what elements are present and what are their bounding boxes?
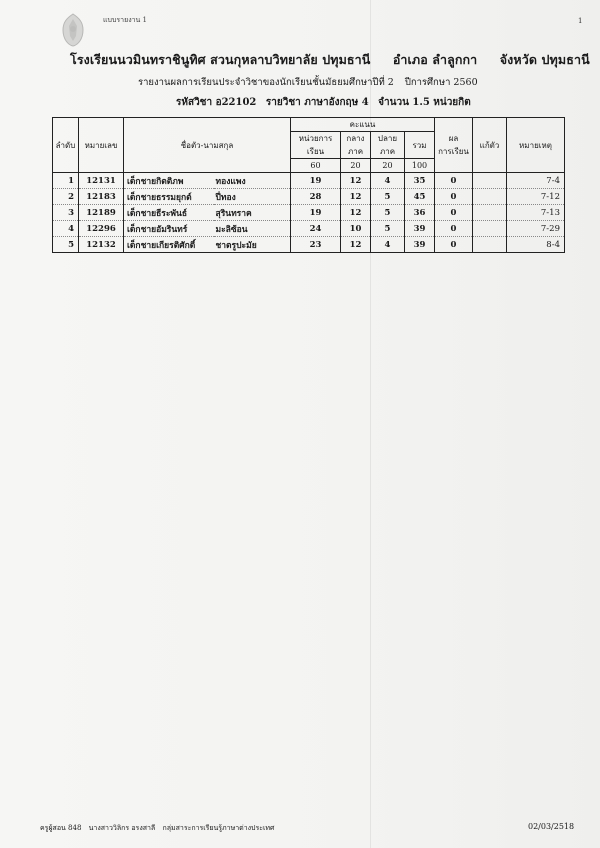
- cell-unit-score: 19: [291, 205, 341, 221]
- header-unit: หน่วยการเรียน: [291, 132, 341, 159]
- cell-final-score: 5: [371, 221, 405, 237]
- course-credits: จำนวน 1.5 หน่วยกิต: [378, 97, 471, 108]
- cell-grade: 0: [435, 221, 473, 237]
- cell-last-name: มะลิซ้อน: [214, 221, 291, 237]
- cell-student-id: 12132: [79, 237, 124, 253]
- cell-seq: 1: [53, 173, 79, 189]
- header-result-line2: การเรียน: [438, 147, 469, 156]
- header-student-id: หมายเลข: [79, 118, 124, 173]
- teacher-code: ครูผู้สอน 848: [40, 824, 82, 832]
- header-name: ชื่อตัว-นามสกุล: [124, 118, 291, 173]
- header-result-line1: ผล: [448, 134, 459, 143]
- header-score: คะแนน: [291, 118, 435, 132]
- cell-midterm-score: 10: [341, 221, 371, 237]
- cell-first-name: เด็กชายธรรมยุกต์: [124, 189, 214, 205]
- page-number: 1: [578, 17, 583, 25]
- course-name: รายวิชา ภาษาอังกฤษ 4: [265, 97, 369, 108]
- cell-remark: 7-12: [507, 189, 565, 205]
- cell-unit-score: 19: [291, 173, 341, 189]
- table-row: [53, 221, 565, 237]
- province: จังหวัด ปทุมธานี: [499, 52, 590, 67]
- academic-year: ปีการศึกษา 2560: [404, 77, 478, 88]
- header-result: [435, 118, 473, 173]
- cell-student-id: 12131: [79, 173, 124, 189]
- cell-grade: 0: [435, 237, 473, 253]
- cell-grade: 0: [435, 173, 473, 189]
- cell-last-name: ทองแพง: [214, 173, 291, 189]
- cell-correction: [473, 237, 507, 253]
- header-unit-max: 60: [291, 159, 341, 173]
- cell-correction: [473, 205, 507, 221]
- cell-seq: 5: [53, 237, 79, 253]
- cell-seq: 3: [53, 205, 79, 221]
- cell-final-score: 4: [371, 237, 405, 253]
- header-total: รวม: [405, 132, 435, 159]
- cell-first-name: เด็กชายเกียรติศักดิ์: [124, 237, 214, 253]
- department: กลุ่มสาระการเรียนรู้ภาษาต่างประเทศ: [162, 824, 275, 832]
- grades-table: [52, 117, 565, 253]
- cell-correction: [473, 189, 507, 205]
- cell-midterm-score: 12: [341, 189, 371, 205]
- cell-remark: 7-13: [507, 205, 565, 221]
- cell-last-name: สุรินทราค: [214, 205, 291, 221]
- table-row: [53, 173, 565, 189]
- course-line: [176, 95, 477, 110]
- cell-last-name: ชาตรูปะมัย: [214, 237, 291, 253]
- cell-total-score: 39: [405, 237, 435, 253]
- cell-grade: 0: [435, 189, 473, 205]
- cell-student-id: 12183: [79, 189, 124, 205]
- cell-remark: 8-4: [507, 237, 565, 253]
- cell-correction: [473, 173, 507, 189]
- cell-midterm-score: 12: [341, 237, 371, 253]
- cell-unit-score: 23: [291, 237, 341, 253]
- form-label: แบบรายงาน 1: [103, 16, 148, 24]
- school-title: [70, 50, 590, 70]
- cell-first-name: เด็กชายธีระพันธ์: [124, 205, 214, 221]
- cell-final-score: 5: [371, 205, 405, 221]
- cell-remark: 7-4: [507, 173, 565, 189]
- header-seq: ลำดับ: [53, 118, 79, 173]
- footer-teacher: [40, 823, 279, 834]
- cell-student-id: 12296: [79, 221, 124, 237]
- school-name: โรงเรียนนวมินทราชินูทิศ สวนกุหลาบวิทยาลัย ปทุมธานี: [70, 52, 371, 67]
- cell-unit-score: 24: [291, 221, 341, 237]
- header-midterm: กลางภาค: [341, 132, 371, 159]
- cell-correction: [473, 221, 507, 237]
- table-row: [53, 189, 565, 205]
- table-row: [53, 205, 565, 221]
- cell-last-name: ปี่ทอง: [214, 189, 291, 205]
- report-subtitle: [138, 75, 486, 90]
- print-date: 02/03/2518: [528, 822, 575, 831]
- cell-total-score: 35: [405, 173, 435, 189]
- cell-final-score: 4: [371, 173, 405, 189]
- cell-total-score: 39: [405, 221, 435, 237]
- header-final: ปลายภาค: [371, 132, 405, 159]
- cell-unit-score: 28: [291, 189, 341, 205]
- header-final-max: 20: [371, 159, 405, 173]
- teacher-name: นางสาววิลิกร อรงสาลี: [88, 824, 156, 832]
- cell-seq: 2: [53, 189, 79, 205]
- report-title: รายงานผลการเรียนประจำวิชาของนักเรียนชั้นมัธยมศึกษาปีที่ 2: [138, 77, 394, 88]
- header-midterm-max: 20: [341, 159, 371, 173]
- header-correction: แก้ตัว: [473, 118, 507, 173]
- cell-remark: 7-29: [507, 221, 565, 237]
- course-code: รหัสวิชา อ22102: [176, 97, 257, 108]
- header-total-max: 100: [405, 159, 435, 173]
- cell-grade: 0: [435, 205, 473, 221]
- cell-first-name: เด็กชายกิตติภพ: [124, 173, 214, 189]
- cell-midterm-score: 12: [341, 173, 371, 189]
- cell-midterm-score: 12: [341, 205, 371, 221]
- school-emblem-icon: [58, 12, 88, 48]
- district: อำเภอ ลำลูกกา: [392, 52, 478, 67]
- cell-first-name: เด็กชายอัมรินทร์: [124, 221, 214, 237]
- header-remark: หมายเหตุ: [507, 118, 565, 173]
- cell-final-score: 5: [371, 189, 405, 205]
- cell-seq: 4: [53, 221, 79, 237]
- table-row: [53, 237, 565, 253]
- cell-student-id: 12189: [79, 205, 124, 221]
- cell-total-score: 45: [405, 189, 435, 205]
- cell-total-score: 36: [405, 205, 435, 221]
